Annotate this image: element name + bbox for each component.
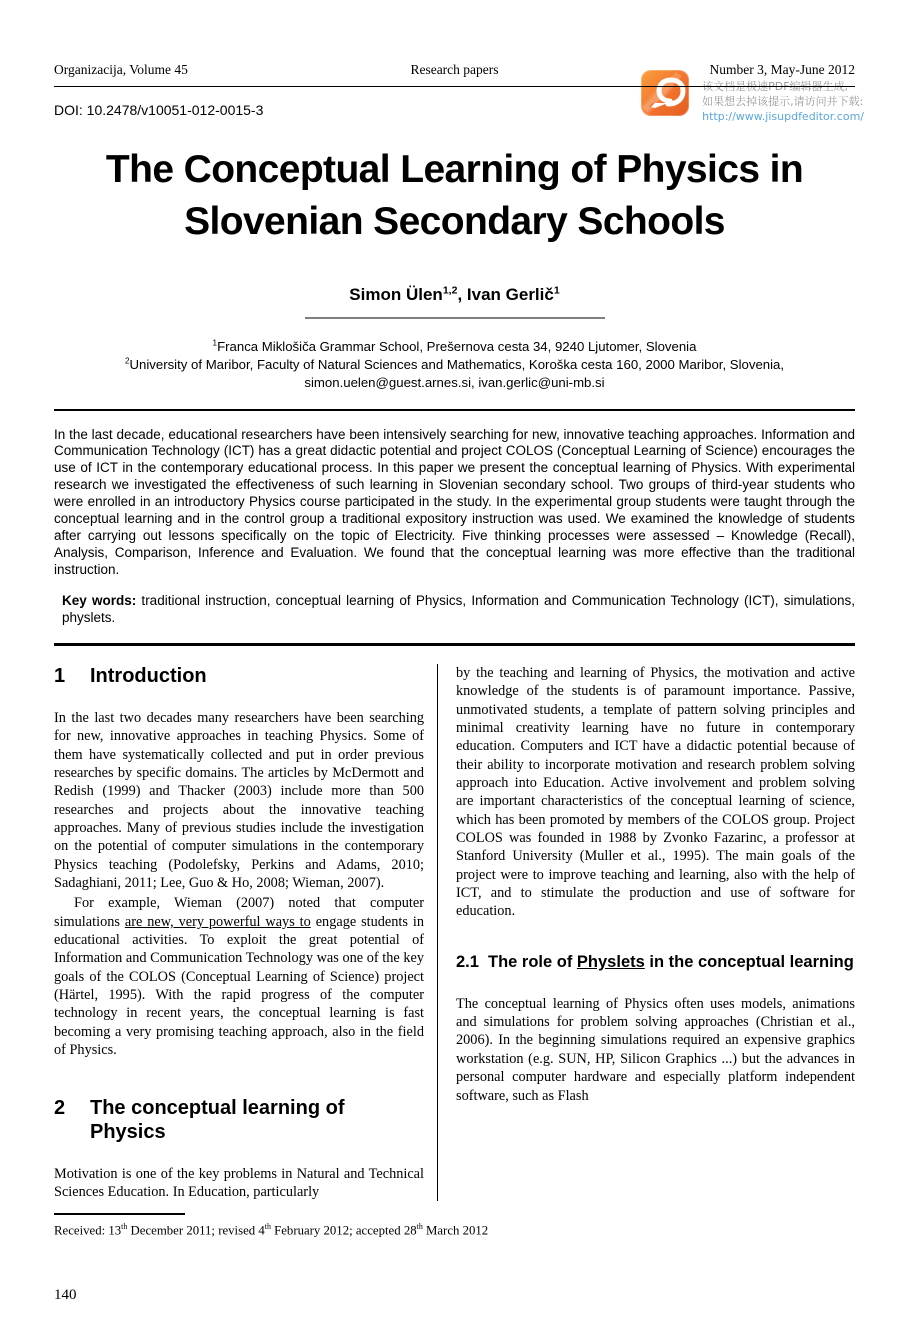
watermark-url-link[interactable]: http://www.jisupdfeditor.com/ bbox=[702, 110, 864, 123]
received-dates-footnote bbox=[54, 1222, 855, 1238]
right-column bbox=[438, 664, 855, 1201]
section-1-paragraph-2-after: engage students in educational activities. To exploit the great potential of Information and Communication Technology was one of the key goals of the COLOS (Conceptual Learning of Science) project (Härtel, 1995). With the rapid progress of the computer technology in recent years, the conceptual learning is fast becoming a very promising teaching approach, also in the field of Physics. bbox=[54, 913, 424, 1059]
authors bbox=[54, 285, 855, 305]
journal-issue: Number 3, May-June 2012 bbox=[709, 62, 855, 77]
section-2-1-paragraph-1: The conceptual learning of Physics often uses models, animations and simulations for problem solving approaches (Christian et al., 2006). In the beginning simulations required an expensive graphics workstation (e.g. SUN, HP, Silicon Graphics ...) but the advances in personal computer hardware and especially platform independent software, such as Flash bbox=[456, 995, 855, 1104]
author-1-affil-sup: 1,2 bbox=[442, 284, 458, 297]
section-2-1-number: 2.1 bbox=[456, 952, 479, 971]
body-columns bbox=[54, 664, 855, 1201]
section-2-paragraph-1: Motivation is one of the key problems in Natural and Technical Sciences Education. In Education, particularly bbox=[54, 1165, 424, 1200]
footnote-part-2: December 2011; revised 4 bbox=[127, 1222, 265, 1237]
section-1-paragraph-2-before: For example, Wieman (2007) noted that computer simulations bbox=[54, 895, 424, 930]
affiliation-2 bbox=[54, 356, 855, 374]
paper-title-line-1: The Conceptual Learning of Physics in bbox=[105, 148, 804, 191]
doi: DOI: 10.2478/v10051-012-0015-3 bbox=[54, 102, 264, 118]
affiliation-1-text: Franca Miklošiča Grammar School, Prešernova cesta 34, 9240 Ljutomer, Slovenia bbox=[217, 339, 697, 354]
journal-header bbox=[54, 62, 855, 87]
footnote-part-4: March 2012 bbox=[422, 1222, 489, 1237]
journal-section: Research papers bbox=[410, 62, 499, 77]
affiliation-2-text: University of Maribor, Faculty of Natural Sciences and Mathematics, Koroška cesta 160, 2000 Maribor, Slovenia, bbox=[129, 357, 785, 372]
page-number: 140 bbox=[54, 1286, 77, 1303]
author-1: Simon Ülen bbox=[349, 285, 443, 304]
left-column bbox=[54, 664, 438, 1201]
abstract: In the last decade, educational researchers have been intensively searching for new, innovative teaching approaches. Information and Communication Technology (ICT) has a great didactic potential and project COLOS (Conceptual Learning of Science) encourages the use of ICT in the contemporary educational process. In this paper we present the conceptual learning of Physics. With experimental research we investigated the effectiveness of such learning in Slovenian secondary school. Two groups of third-year students who were enrolled in an introductory Physics course participated in the study. In the experimental group students were taught through the conceptual learning and in the control group a traditional expository instruction was used. We examined the knowledge of students after carrying out lessons specifically on the topic of Electricity. Five thinking processes were assessed – Knowledge (Recall), Analysis, Comparison, Inference and Evaluation. We found that the conceptual learning was more effective than the traditional instruction. bbox=[54, 426, 855, 577]
author-emails bbox=[54, 374, 855, 392]
section-1-heading bbox=[54, 664, 424, 688]
affiliation-1-sup: 1 bbox=[212, 338, 218, 348]
footnote-rule bbox=[54, 1213, 185, 1215]
paper-title-line-2: Slovenian Secondary Schools bbox=[184, 200, 725, 243]
right-column-paragraph-1: by the teaching and learning of Physics, the motivation and active knowledge of the students is of paramount importance. Passive, unmotivated students, a template of pattern solving principles and minimal creativity learning have no future in contemporary education. Computers and ICT have a didactic potential because of their ability to incorporate motivation and research problem solving approach into Education. Active involvement and problem solving are important characteristics of the conceptual learning of science, which has been promoted by members of the COLOS group. Project COLOS was founded in 1988 by Zvonko Fazarinc, a professor at Stanford University (Muller et al., 1995). The main goals of the project were to improve teaching and learning, also with the help of ICT, and to stimulate the production and use of software for education. bbox=[456, 664, 855, 920]
section-2-1-title-after: in the conceptual learning bbox=[644, 952, 854, 971]
watermark-line-1: 该文档是极速PDF编辑器生成, bbox=[702, 80, 849, 93]
section-1-paragraph-2 bbox=[54, 894, 424, 1059]
section-2-1-heading bbox=[456, 951, 855, 974]
section-1-paragraph-2-underlined: are new, very powerful ways to bbox=[124, 913, 311, 930]
author-2: , Ivan Gerlič bbox=[457, 285, 554, 304]
author-emails-text: simon.uelen@guest.arnes.si, ivan.gerlic@uni-mb.si bbox=[304, 375, 605, 390]
section-2-1-title-underlined: Physlets bbox=[576, 952, 645, 971]
keywords-label: Key words: bbox=[62, 592, 137, 608]
paper-title bbox=[54, 144, 855, 248]
section-2-number: 2 bbox=[54, 1096, 66, 1119]
keywords bbox=[54, 593, 855, 627]
footnote-sup-2: th bbox=[264, 1221, 271, 1231]
section-2-1-title-before: The role of bbox=[488, 952, 577, 971]
keywords-text: traditional instruction, conceptual learning of Physics, Information and Communication Technology (ICT), simulations, physlets. bbox=[62, 592, 855, 625]
footnote-sup-1: th bbox=[121, 1221, 128, 1231]
affiliations bbox=[54, 338, 855, 392]
section-1-number: 1 bbox=[54, 664, 66, 687]
section-1-title: Introduction bbox=[90, 664, 207, 687]
section-2-1-title bbox=[488, 951, 854, 974]
watermark-line-2: 如果想去掉该提示,请访问并下载: bbox=[702, 95, 864, 108]
footnote-sup-3: th bbox=[416, 1221, 423, 1231]
divider-above-abstract bbox=[54, 409, 855, 411]
section-2-heading bbox=[54, 1096, 424, 1144]
section-2-title: The conceptual learning of Physics bbox=[90, 1096, 345, 1143]
section-1-paragraph-1: In the last two decades many researchers have been searching for new, innovative approaches in teaching Physics. Some of them have systematically collected and put in order previous researches by specific domains. The articles by McDermott and Redish (1999) and Thacker (2003) include more than 500 researches and projects about the innovative teaching approaches. Many of previous studies include the investigation on the potential of computer simulations in the contemporary Physics teaching (Podolefsky, Perkins and Adams, 2010; Sadaghiani, 2011; Lee, Guo & Ho, 2008; Wieman, 2007). bbox=[54, 709, 424, 892]
author-2-affil-sup: 1 bbox=[553, 284, 560, 297]
footnote-part-1: Received: 13 bbox=[54, 1222, 122, 1237]
journal-name: Organizacija, Volume 45 bbox=[54, 62, 188, 77]
affiliation-1 bbox=[54, 338, 855, 356]
authors-underline bbox=[305, 317, 605, 319]
affiliation-2-sup: 2 bbox=[124, 356, 130, 366]
divider-above-body bbox=[54, 643, 855, 646]
footnote-part-3: February 2012; accepted 28 bbox=[270, 1222, 417, 1237]
